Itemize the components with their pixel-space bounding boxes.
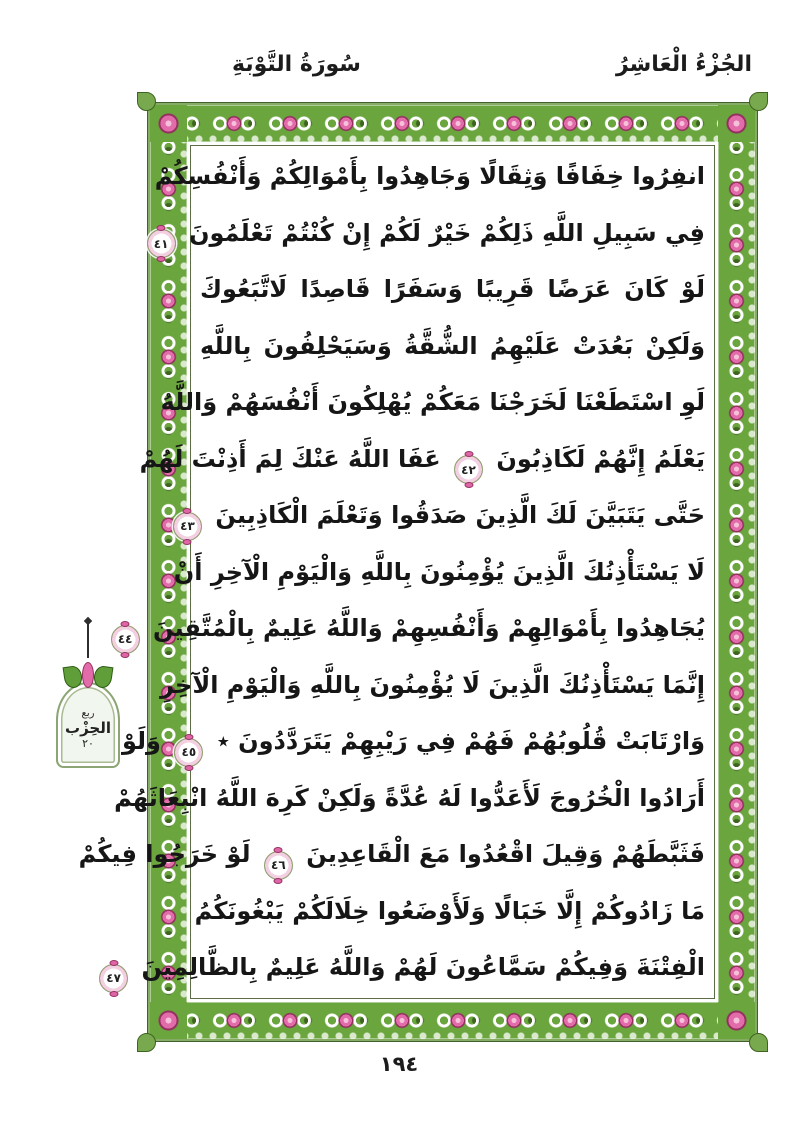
leaf-icon [93,665,114,689]
quran-line [139,431,705,488]
quran-line [173,544,705,601]
verse-number-medallion [264,851,293,880]
border-band-right [718,105,755,1039]
quran-line [114,770,705,827]
verse-number: ٤٣ [180,519,195,534]
surah-header: سُورَةُ التَّوْبَةِ [232,52,361,77]
quran-line [78,826,705,883]
quran-line [106,939,705,996]
quran-text-segment: انفِرُوا خِفَافًا وَثِقَالًا وَجَاهِدُوا بِأَمْوَالِكُمْ وَأَنْفُسِكُمْ [154,162,705,190]
hizb-label: الحِزْب [65,718,111,737]
juz-header: الجُزْءُ الْعَاشِرُ [615,52,752,77]
quran-text-segment: لَوِ اسْتَطَعْنَا لَخَرَجْنَا مَعَكُمْ يُهْلِكُونَ أَنْفُسَهُمْ وَاللَّهُ [160,388,705,417]
verse-number-medallion [174,738,203,767]
border-corner-flower [150,1002,187,1039]
quran-text-segment: الْفِتْنَةَ وَفِيكُمْ سَمَّاعُونَ لَهُمْ وَاللَّهُ عَلِيمٌ بِالظَّالِمِينَ [141,953,705,982]
verse-number: ٤١ [153,236,169,251]
verse-number-medallion [99,964,128,993]
quran-text-segment: أَرَادُوا الْخُرُوجَ لَأَعَدُّوا لَهُ عُدَّةً وَلَكِنْ كَرِهَ اللَّهُ انْبِعَاثَهُمْ [114,783,705,812]
quran-text-segment: لَوْ خَرَجُوا فِيكُمْ [78,840,251,869]
hizb-rub-label: ربع [81,707,95,719]
verse-number: ٤٤ [117,632,133,647]
verse-number-medallion [173,512,202,541]
quran-text-segment: فَثَبَّطَهُمْ وَقِيلَ اقْعُدُوا مَعَ الْقَاعِدِينَ [306,840,705,869]
quran-line [117,600,705,657]
quran-line [122,713,705,770]
quran-text-segment: فِي سَبِيلِ اللَّهِ ذَلِكُمْ خَيْرٌ لَكُمْ إِنْ كُنْتُمْ تَعْلَمُونَ [188,218,705,247]
verse-number-medallion [147,229,176,258]
hizb-finial-line [87,622,89,658]
border-corner-flower [718,105,755,142]
quran-text-segment: وَلَوْ [122,727,161,756]
quran-text-segment: إِنَّمَا يَسْتَأْذِنُكَ الَّذِينَ لَا يُؤْمِنُونَ بِاللَّهِ وَالْيَوْمِ الْآخِرِ [160,670,705,699]
verse-number-medallion [454,455,483,484]
quran-line [180,487,705,544]
flower-petal-icon [82,662,94,688]
quran-text-segment: حَتَّى يَتَبَيَّنَ لَكَ الَّذِينَ صَدَقُوا وَتَعْلَمَ الْكَاذِبِينَ [215,501,705,530]
quran-line [200,318,705,375]
quran-line [160,657,705,714]
quran-line [160,374,705,431]
page-number: ١٩٤ [379,1052,419,1076]
verse-number: ٤٧ [106,971,121,986]
border-band-top [150,105,755,142]
verse-number: ٤٥ [181,745,197,760]
quran-text-segment: وَارْتَابَتْ قُلُوبُهُمْ فَهُمْ فِي رَيْبِهِمْ يَتَرَدَّدُونَ ٭ [216,727,705,756]
quran-line [154,148,705,205]
hizb-dome [56,682,120,768]
quran-text-segment: لَوْ كَانَ عَرَضًا قَرِيبًا وَسَفَرًا قَاصِدًا لَاتَّبَعُوكَ [200,275,705,304]
leaf-icon [63,665,84,689]
quran-text-segment: لَا يَسْتَأْذِنُكَ الَّذِينَ يُؤْمِنُونَ بِاللَّهِ وَالْيَوْمِ الْآخِرِ أَنْ [173,557,705,586]
hizb-crown-ornament [52,658,124,688]
verse-number: ٤٢ [461,462,476,477]
quran-text-segment: عَفَا اللَّهُ عَنْكَ لِمَ أَذِنْتَ لَهُمْ [139,444,441,473]
verse-number: ٤٦ [271,858,286,873]
border-corner-flower [718,1002,755,1039]
hizb-number: ٢٠ [82,736,94,750]
border-corner-flower [150,105,187,142]
quran-text-segment: يُجَاهِدُوا بِأَمْوَالِهِمْ وَأَنْفُسِهِمْ وَاللَّهُ عَلِيمٌ بِالْمُتَّقِينَ [153,614,705,643]
border-band-bottom [150,1002,755,1039]
quran-text-segment: وَلَكِنْ بَعُدَتْ عَلَيْهِمُ الشُّقَّةُ وَسَيَحْلِفُونَ بِاللَّهِ [200,331,705,360]
quran-line [194,883,705,940]
quran-text-segment: مَا زَادُوكُمْ إِلَّا خَبَالًا وَلَأَوْضَعُوا خِلَالَكُمْ يَبْغُونَكُمُ [194,896,705,925]
rub-hizb-marker [52,622,124,768]
quran-line [153,205,705,262]
quran-text-segment: يَعْلَمُ إِنَّهُمْ لَكَاذِبُونَ [496,444,705,473]
quran-line [200,261,705,318]
